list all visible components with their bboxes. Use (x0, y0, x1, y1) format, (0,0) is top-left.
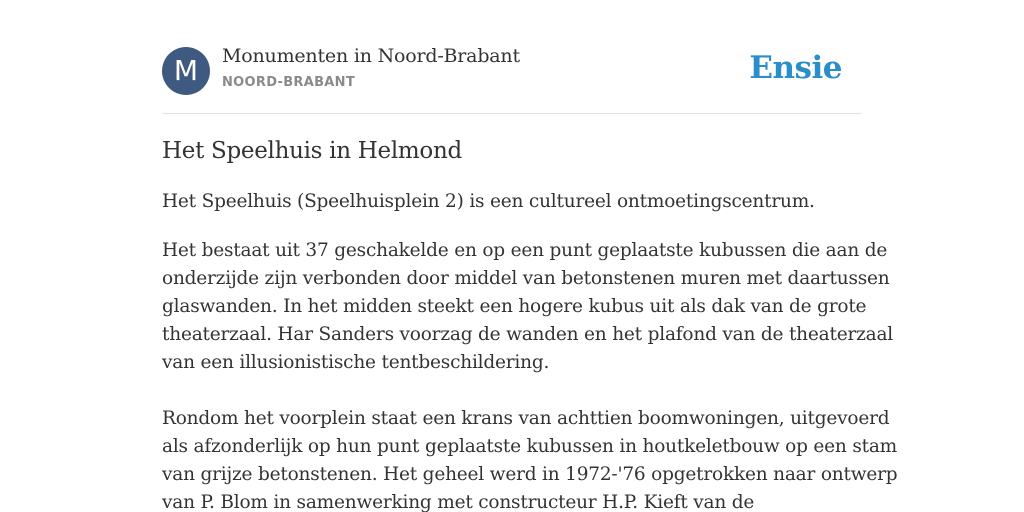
article-body (162, 237, 898, 512)
paragraph-line: van grijze betonstenen. Het geheel werd in 1972-'76 opgetrokken naar ontwerp (162, 464, 898, 485)
paragraph-1 (162, 237, 894, 377)
paragraph-line: onderzijde zijn verbonden door middel van betonstenen muren met daartussen (162, 268, 890, 289)
paragraph-line: van P. Blom in samenwerking met constructeur H.P. Kieft van de (162, 492, 755, 512)
paragraph-line: Het bestaat uit 37 geschakelde en op een punt geplaatste kubussen die aan de (162, 240, 888, 261)
header (162, 0, 862, 114)
paragraph-line: van een illusionistische tentbeschildering. (162, 352, 550, 373)
paragraph-line: theaterzaal. Har Sanders voorzag de wanden en het plafond van de theaterzaal (162, 324, 894, 345)
article-intro: Het Speelhuis (Speelhuisplein 2) is een cultureel ontmoetingscentrum. (162, 191, 815, 212)
ensie-logo[interactable]: Ensie (749, 50, 842, 86)
site-title[interactable]: Monumenten in Noord-Brabant (222, 45, 520, 67)
paragraph-line: glaswanden. In het midden steekt een hogere kubus uit als dak van de grote (162, 296, 867, 317)
paragraph-gap (162, 377, 862, 405)
content-container (162, 0, 898, 512)
paragraph-line: als afzonderlijk op hun punt geplaatste kubussen in houtkeletbouw op een stam (162, 436, 898, 457)
paragraph-2 (162, 405, 898, 512)
avatar[interactable]: M (162, 47, 210, 95)
paragraph-line: Rondom het voorplein staat een krans van achttien boomwoningen, uitgevoerd (162, 408, 890, 429)
article-title: Het Speelhuis in Helmond (162, 138, 462, 164)
site-subtitle[interactable]: NOORD-BRABANT (222, 75, 356, 90)
